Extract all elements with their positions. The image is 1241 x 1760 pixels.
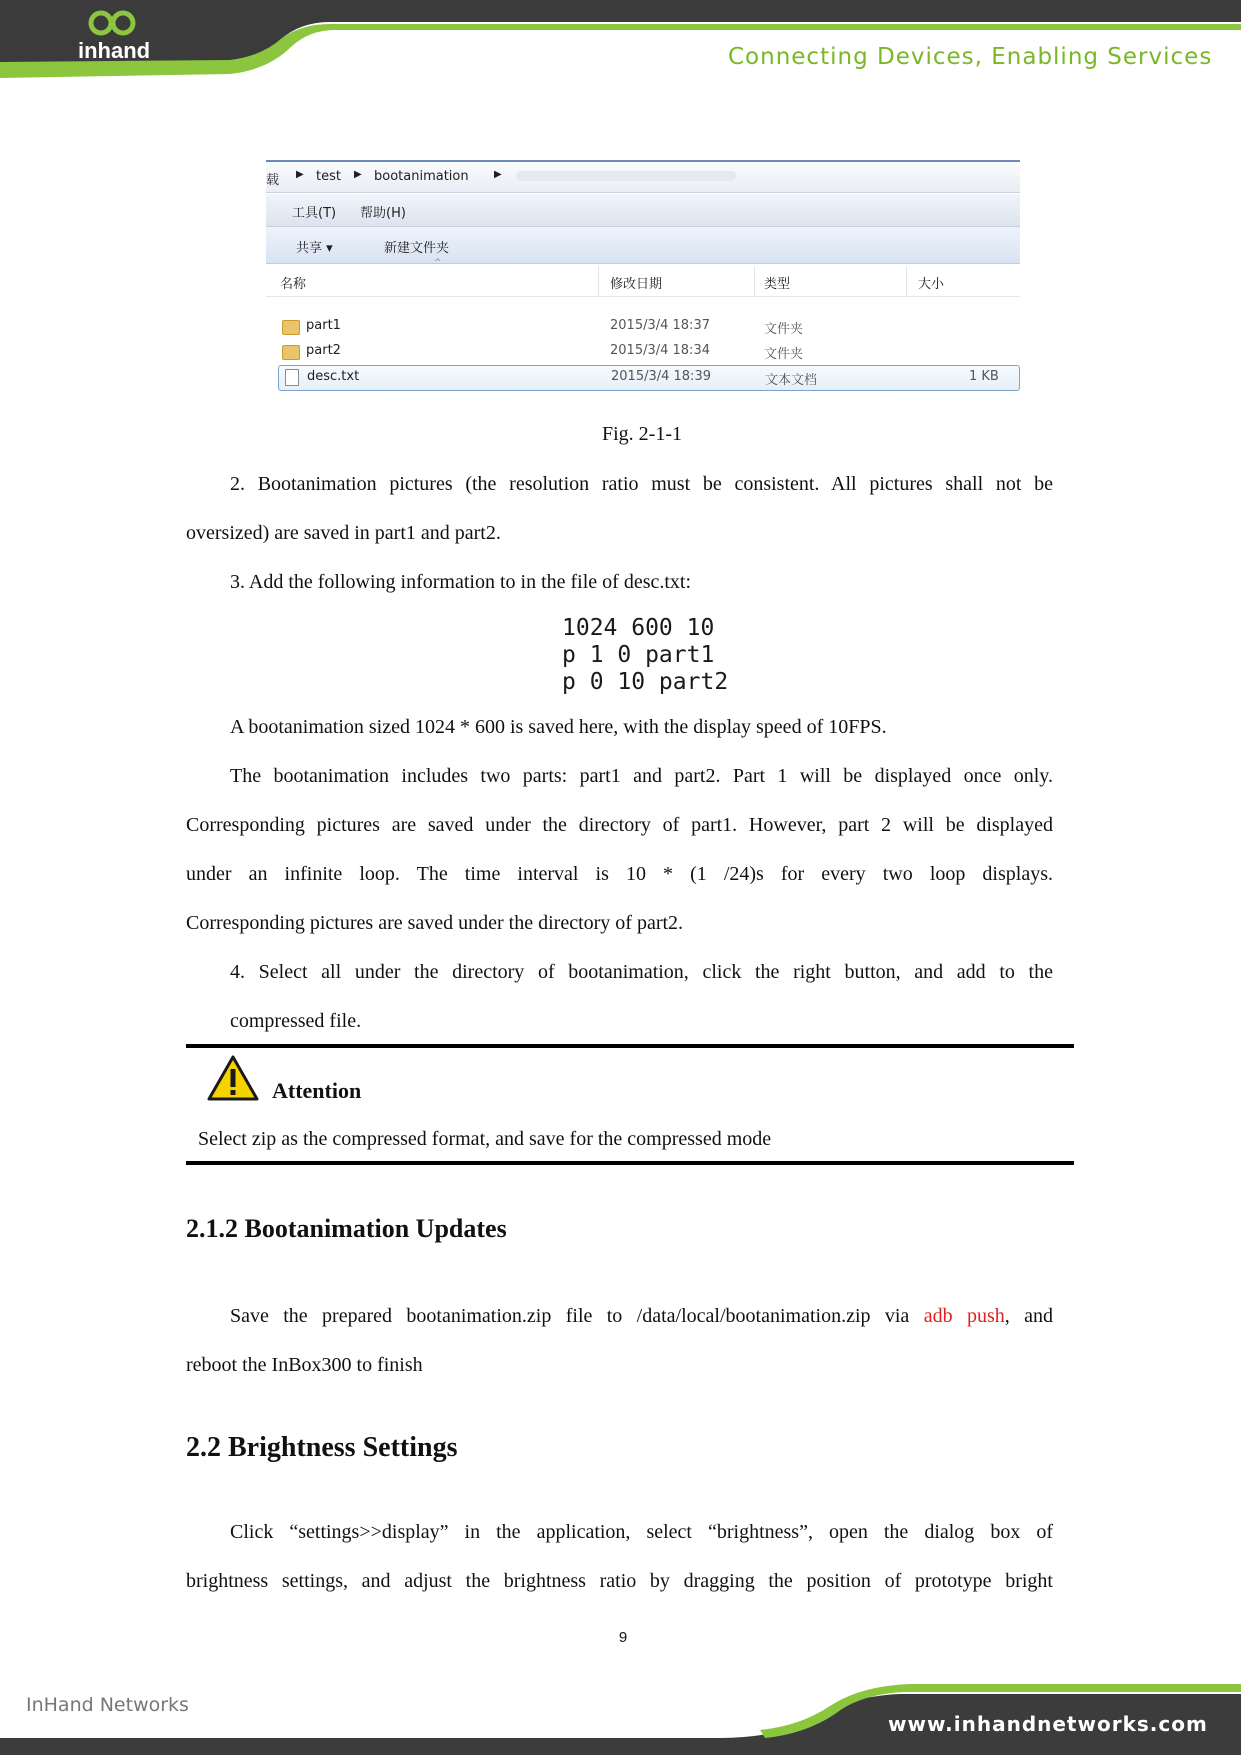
column-headers [266,258,1020,297]
menu-tools[interactable]: 工具(T) [292,206,337,221]
desc-line-1: 1024 600 10 [562,615,715,641]
para-parts-line-2: Corresponding pictures are saved under the directory of part1. However, part 2 will be displayed [186,814,1053,836]
file-row-part2[interactable] [278,340,1018,364]
page-header [0,0,1241,80]
chevron-right-icon: ▶ [296,169,304,180]
menu-bar [266,194,1020,227]
column-divider [598,266,599,296]
para-size: A bootanimation sized 1024 * 600 is saved here, with the display speed of 10FPS. [230,716,887,738]
chevron-right-icon: ▶ [494,169,502,180]
column-type[interactable]: 类型 [764,277,791,292]
adb-push-text: adb push [923,1305,1005,1327]
attention-text: Select zip as the compressed format, and save for the compressed mode [198,1128,772,1150]
para-parts-line-4: Corresponding pictures are saved under the directory of part2. [186,912,684,934]
footer-website[interactable]: www.inhandnetworks.com [888,1712,1208,1736]
column-name[interactable]: 名称 [280,277,307,292]
file-type: 文件夹 [764,322,804,337]
new-folder-button[interactable]: 新建文件夹 [384,241,450,256]
file-row-desc[interactable] [278,365,1020,391]
file-date: 2015/3/4 18:39 [611,369,711,384]
para-2-line-2: oversized) are saved in part1 and part2. [186,522,501,544]
para-2-line-1: 2. Bootanimation pictures (the resolution ratio must be consistent. All pictures shall not be [230,473,1053,495]
desc-line-3: p 0 10 part2 [562,669,729,695]
address-bar [266,162,1020,193]
chevron-right-icon: ▶ [354,169,362,180]
footer-company: InHand Networks [26,1694,189,1716]
header-tagline: Connecting Devices, Enabling Services [728,44,1213,70]
para-4-line-1: 4. Select all under the directory of bootanimation, click the right button, and add to the [230,961,1053,983]
breadcrumb-test[interactable]: test [316,169,341,184]
figure-caption: Fig. 2-1-1 [602,423,682,445]
text-file-icon [285,369,299,386]
heading-2-2: 2.2 Brightness Settings [186,1432,458,1463]
file-type: 文本文档 [765,373,818,388]
section-22-line-1: Click “settings>>display” in the application, select “brightness”, open the dialog box of [230,1521,1053,1543]
column-modified[interactable]: 修改日期 [610,277,663,292]
explorer-toolbar [266,227,1020,264]
attention-top-rule [186,1044,1074,1048]
file-date: 2015/3/4 18:37 [610,318,710,333]
attention-bottom-rule [186,1161,1074,1165]
para-3: 3. Add the following information to in the file of desc.txt: [230,571,692,593]
breadcrumb-partial: 载 [266,173,280,188]
section-22-line-2: brightness settings, and adjust the brightness ratio by dragging the position of prototype bright [186,1570,1053,1592]
file-type: 文件夹 [764,347,804,362]
section-212-text-tail: , and [1004,1305,1053,1327]
folder-icon [282,345,300,360]
desc-line-2: p 1 0 part1 [562,642,715,668]
attention-label: Attention [272,1078,362,1103]
file-row-part1[interactable] [278,315,1018,339]
file-name: part1 [306,318,341,333]
section-212-line-2: reboot the InBox300 to finish [186,1354,423,1376]
file-size: 1 KB [969,369,999,384]
logo-text: inhand [78,38,151,63]
sort-up-icon: ^ [434,258,442,268]
inhand-logo-icon [84,8,140,38]
column-size[interactable]: 大小 [918,277,945,292]
heading-2-1-2: 2.1.2 Bootanimation Updates [186,1214,507,1243]
para-parts-line-3: under an infinite loop. The time interval is 10 * (1 /24)s for every two loop displays. [186,863,1053,885]
explorer-screenshot [266,160,1020,400]
blurred-region [516,171,736,181]
para-parts-line-1: The bootanimation includes two parts: part1 and part2. Part 1 will be displayed once only. [230,765,1053,787]
warning-icon [206,1054,260,1102]
page-number: 9 [618,1629,628,1646]
column-divider [754,266,755,296]
file-name: part2 [306,343,341,358]
share-button[interactable]: 共享 ▾ [296,241,333,256]
breadcrumb-bootanimation[interactable]: bootanimation [374,169,469,184]
column-divider [906,266,907,296]
menu-help[interactable]: 帮助(H) [360,206,406,221]
file-name: desc.txt [307,369,360,384]
section-212-line-1 [230,1304,1053,1328]
section-212-text: Save the prepared bootanimation.zip file to /data/local/bootanimation.zip via [230,1305,924,1327]
file-date: 2015/3/4 18:34 [610,343,710,358]
folder-icon [282,320,300,335]
para-4-line-2: compressed file. [230,1010,362,1032]
